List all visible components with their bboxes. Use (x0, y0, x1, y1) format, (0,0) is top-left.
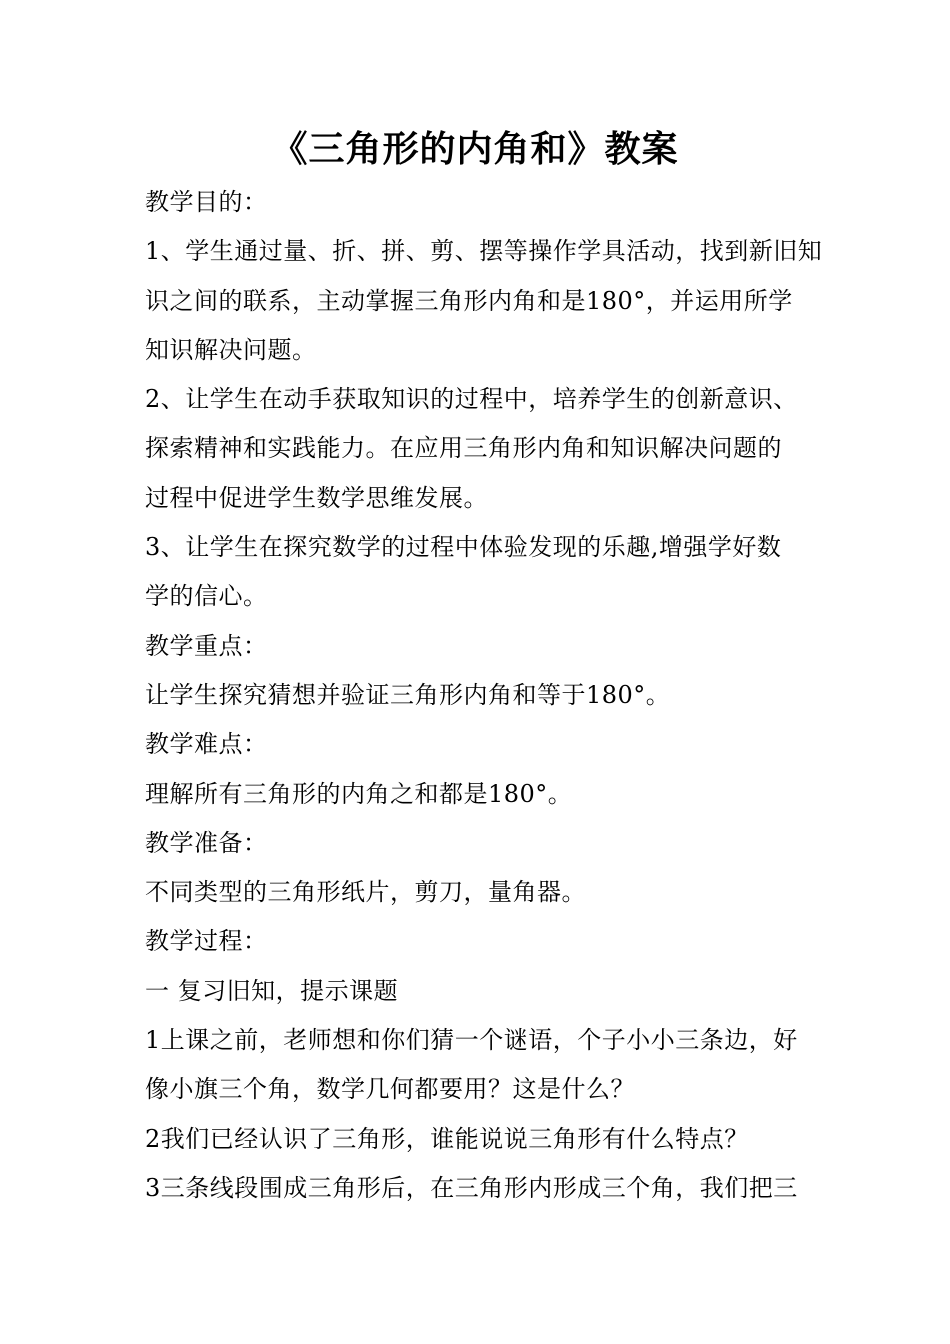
paragraph-line: 学的信心。 (145, 582, 268, 611)
paragraph-line: 1上课之前，老师想和你们猜一个谜语，个子小小三条边，好 (145, 1026, 798, 1055)
paragraph-line: 2我们已经认识了三角形，谁能说说三角形有什么特点？ (145, 1124, 749, 1153)
paragraph-line: 理解所有三角形的内角之和都是180°。 (145, 779, 573, 808)
paragraph-line: 探索精神和实践能力。在应用三角形内角和知识解决问题的 (145, 434, 782, 463)
section-heading-preparation: 教学准备： (145, 828, 268, 857)
paragraph-line: 让学生探究猜想并验证三角形内角和等于180°。 (145, 680, 671, 709)
paragraph-line: 像小旗三个角，数学几何都要用？这是什么？ (145, 1075, 635, 1104)
paragraph-line: 2、让学生在动手获取知识的过程中，培养学生的创新意识、 (145, 385, 798, 414)
paragraph-line: 1、学生通过量、折、拼、剪、摆等操作学具活动，找到新旧知 (145, 237, 823, 266)
section-heading-difficulties: 教学难点： (145, 730, 268, 759)
section-heading-key-points: 教学重点： (145, 631, 268, 660)
paragraph-line: 过程中促进学生数学思维发展。 (145, 483, 488, 512)
section-heading-objectives: 教学目的： (145, 188, 268, 216)
document-body (145, 178, 823, 1213)
paragraph-line: 不同类型的三角形纸片，剪刀，量角器。 (145, 878, 586, 907)
subsection-heading: 一 复习旧知，提示课题 (145, 976, 399, 1005)
section-heading-process: 教学过程： (145, 927, 268, 956)
paragraph-line: 识之间的联系，主动掌握三角形内角和是180°，并运用所学 (145, 286, 793, 315)
paragraph-line: 3三条线段围成三角形后，在三角形内形成三个角，我们把三 (145, 1173, 798, 1202)
paragraph-line: 3、让学生在探究数学的过程中体验发现的乐趣,增强学好数 (145, 533, 782, 562)
document-title: 《三角形的内角和》教案 (271, 128, 679, 170)
paragraph-line: 知识解决问题。 (145, 335, 317, 364)
